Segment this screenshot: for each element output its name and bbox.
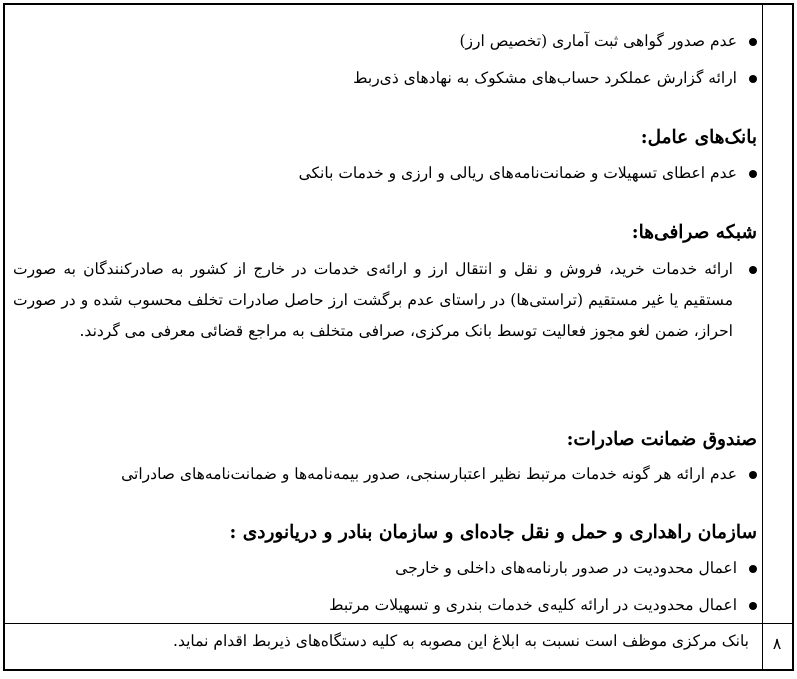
row-divider (5, 623, 792, 624)
bullet-icon (749, 565, 757, 573)
bullet-text: ارائه گزارش عملکرد حساب‌های مشکوک به نهادهای ذی‌ربط (353, 69, 737, 87)
section-heading-agent-banks: بانک‌های عامل: (640, 127, 757, 148)
bullet-icon (749, 170, 757, 178)
section-heading-road-ports: سازمان راهداری و حمل و نقل جاده‌ای و سازمان بنادر و دریانوردی : (229, 522, 757, 543)
bullet-text: عدم ارائه هر گونه خدمات مرتبط نظیر اعتبارسنجی، صدور بیمه‌نامه‌ها و ضمانت‌نامه‌های صادراتی (121, 465, 737, 483)
list-item (353, 69, 757, 87)
list-item (299, 164, 757, 182)
list-item (329, 596, 757, 614)
bullet-text: عدم صدور گواهی ثبت آماری (تخصیص ارز) (459, 32, 737, 50)
column-divider (762, 5, 763, 669)
bullet-text: اعمال محدودیت در ارائه کلیه‌ی خدمات بندری و تسهیلات مرتبط (329, 596, 737, 614)
list-item (459, 32, 757, 50)
bullet-icon (749, 75, 757, 83)
bullet-text: عدم اعطای تسهیلات و ضمانت‌نامه‌های ریالی و ارزی و خدمات بانکی (298, 164, 737, 182)
bullet-icon (749, 266, 757, 274)
list-item (13, 254, 757, 347)
bullet-text: اعمال محدودیت در صدور بارنامه‌های داخلی و خارجی (395, 559, 737, 577)
bullet-icon (749, 471, 757, 479)
list-item (121, 465, 757, 483)
section-heading-exchange-network: شبکه صرافی‌ها: (631, 222, 757, 243)
bullet-icon (749, 38, 757, 46)
row-text: بانک مرکزی موظف است نسبت به ابلاغ این مصوبه به کلیه دستگاه‌های ذیربط اقدام نماید. (173, 632, 749, 650)
section-heading-export-guarantee-fund: صندوق ضمانت صادرات: (566, 429, 757, 450)
bullet-paragraph: ارائه خدمات خرید، فروش و نقل و انتقال ارز و ارائه‌ی خدمات در خارج از کشور به صادرکنندگان به صورت مستقیم یا غیر مستقیم (تراستی‌ها) در راستای عدم برگشت ارز حاصل صادرات تخلف محسوب شده و در صورت احراز، ضمن لغو مجوز فعالیت توسط بانک مرکزی، صرافی متخلف به مراجع قضائی معرفی می گردند. (13, 260, 733, 340)
row-number: ۸ (772, 633, 782, 653)
resolution-table (3, 3, 794, 671)
list-item (395, 559, 757, 577)
bullet-icon (749, 602, 757, 610)
